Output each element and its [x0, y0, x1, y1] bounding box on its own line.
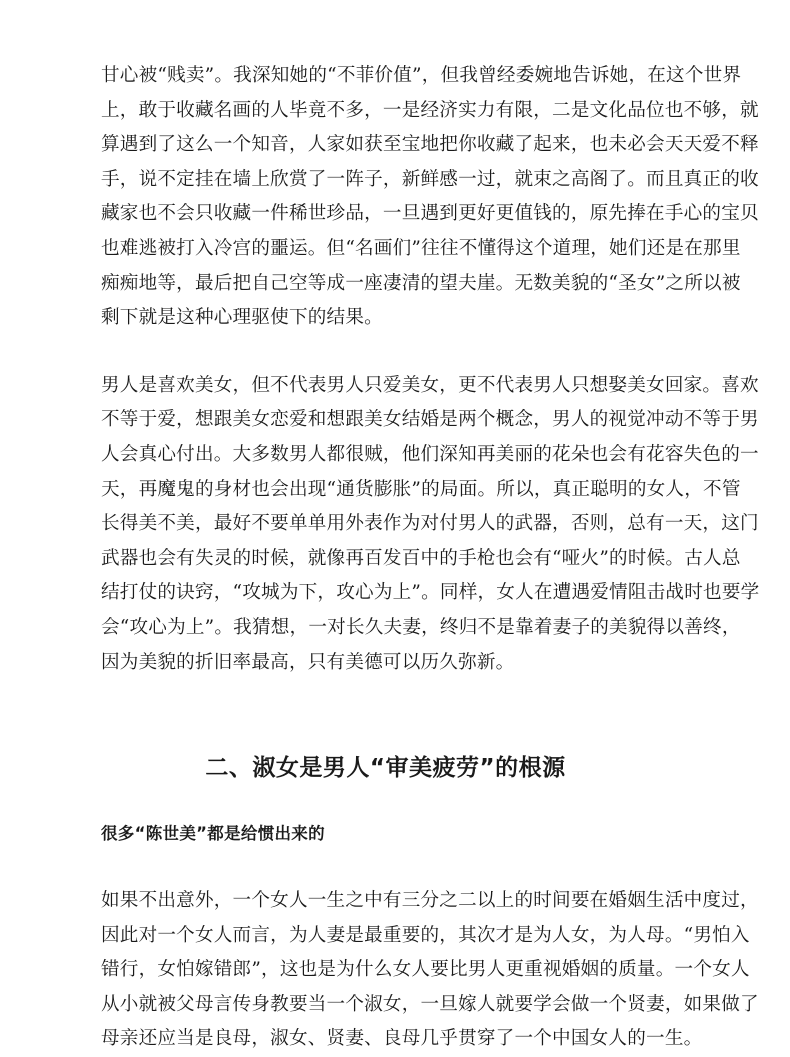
- text-line: 从小就被父母言传身教要当一个淑女，一旦嫁人就要学会做一个贤妻，如果做了: [101, 993, 759, 1015]
- text-line: 长得美不美，最好不要单单用外表作为对付男人的武器，否则，总有一天，这门: [101, 513, 759, 535]
- paragraph-collectors: [101, 59, 759, 336]
- text-line: 不等于爱，想跟美女恋爱和想跟美女结婚是两个概念，男人的视觉冲动不等于男: [101, 409, 759, 431]
- text-line: 会“攻心为上”。我猜想，一对长久夫妻，终归不是靠着妻子的美貌得以善终，: [101, 616, 741, 638]
- paragraph-beauty: [101, 369, 760, 680]
- paragraph-marriage: [101, 884, 759, 1057]
- text-line: 也难逃被打入冷宫的噩运。但“名画们”往往不懂得这个道理，她们还是在那里: [101, 237, 741, 259]
- text-line: 手，说不定挂在墙上欣赏了一阵子，新鲜感一过，就束之高阁了。而且真正的收: [101, 168, 759, 190]
- text-line: 剩下就是这种心理驱使下的结果。: [101, 307, 383, 329]
- text-line: 人会真心付出。大多数男人都很贼，他们深知再美丽的花朵也会有花容失色的一: [101, 443, 759, 465]
- text-line: 天，再魔鬼的身材也会出现“通货膨胀”的局面。所以，真正聪明的女人，不管: [101, 478, 741, 500]
- text-line: 上，敢于收藏名画的人毕竟不多，一是经济实力有限，二是文化品位也不够，就: [101, 99, 759, 121]
- text-line: 藏家也不会只收藏一件稀世珍品，一旦遇到更好更值钱的，原先捧在手心的宝贝: [101, 203, 759, 225]
- text-line: 男人是喜欢美女，但不代表男人只爱美女，更不代表男人只想娶美女回家。喜欢: [101, 374, 759, 396]
- text-line: 结打仗的诀窍，“攻城为下，攻心为上”。同样，女人在遭遇爱情阻击战时也要学: [101, 582, 760, 604]
- text-line: 武器也会有失灵的时候，就像再百发百中的手枪也会有“哑火”的时候。古人总: [101, 547, 741, 569]
- text-line: 因为美貌的折旧率最高，只有美德可以历久弥新。: [101, 651, 515, 673]
- text-line: 错行，女怕嫁错郎”，这也是为什么女人要比男人更重视婚姻的质量。一个女人: [101, 959, 750, 981]
- text-line: 算遇到了这么一个知音，人家如获至宝地把你收藏了起来，也未必会天天爱不释: [101, 134, 759, 156]
- section-title: 二、淑女是男人“审美疲劳”的根源: [205, 755, 566, 782]
- sub-title: 很多“陈世美”都是给惯出来的: [101, 824, 325, 844]
- text-line: 痴痴地等，最后把自己空等成一座凄清的望夫崖。无数美貌的“圣女”之所以被: [101, 272, 741, 294]
- text-line: 因此对一个女人而言，为人妻是最重要的，其次才是为人女，为人母。“男怕入: [101, 924, 750, 946]
- text-line: 母亲还应当是良母，淑女、贤妻、良母几乎贯穿了一个中国女人的一生。: [101, 1028, 703, 1050]
- text-line: 甘心被“贱卖”。我深知她的“不菲价值”，但我曾经委婉地告诉她，在这个世界: [101, 65, 742, 86]
- text-line: 如果不出意外，一个女人一生之中有三分之二以上的时间要在婚姻生活中度过，: [101, 890, 759, 912]
